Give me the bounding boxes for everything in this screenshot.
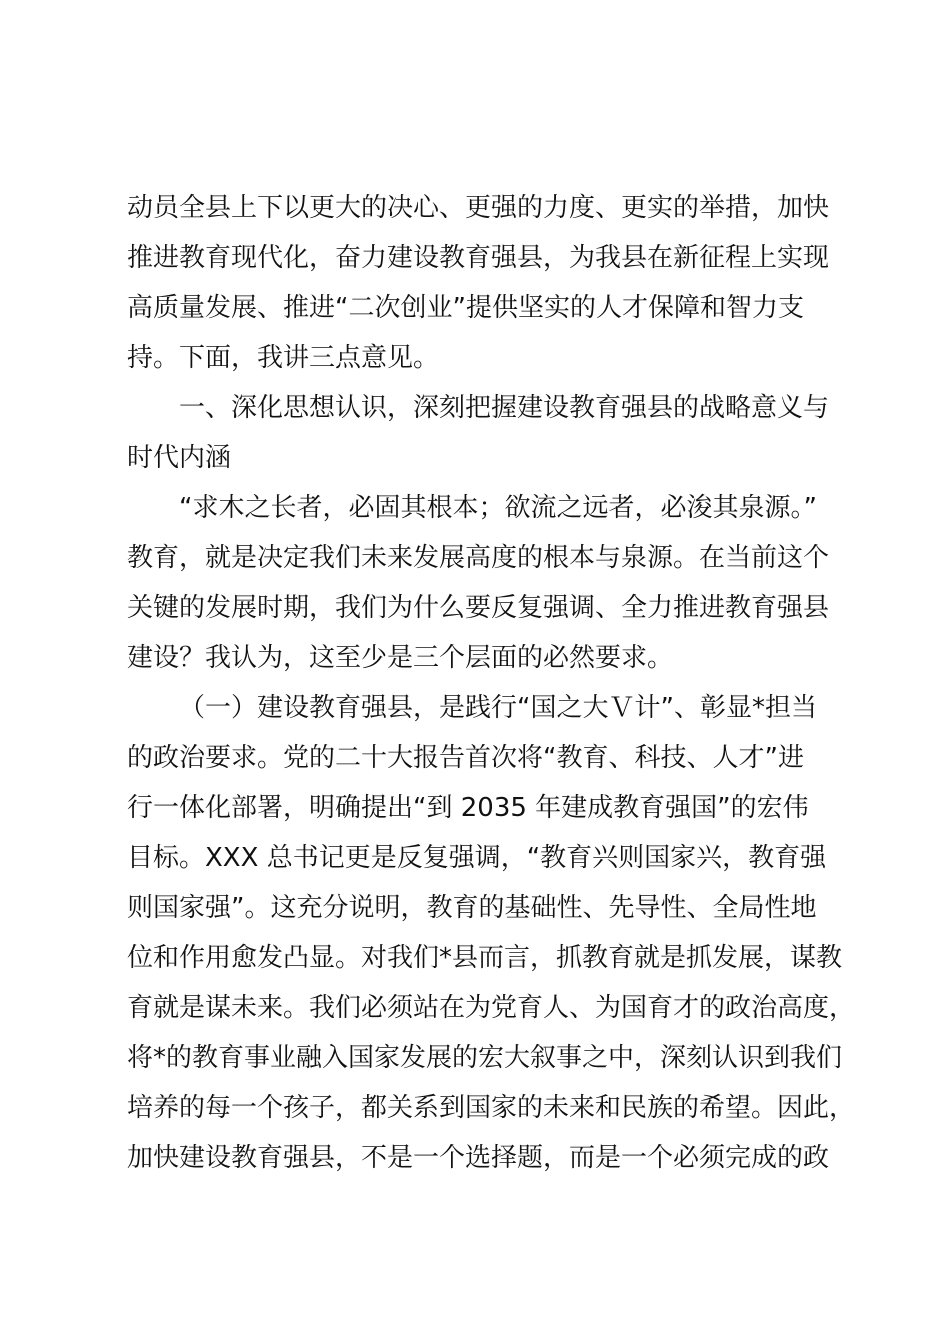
document-body: [127, 183, 856, 1183]
text-line-14: 目标。XXX 总书记更是反复强调，“教育兴则国家兴，教育强: [127, 843, 827, 873]
quote-line: “求木之长者，必固其根本；欲流之远者，必浚其泉源。”: [179, 493, 817, 523]
text-line-2: 推进教育现代化，奋力建设教育强县，为我县在新征程上实现: [127, 243, 830, 273]
text-line-16: 位和作用愈发凸显。对我们*县而言，抓教育就是抓发展，谋教: [127, 943, 843, 973]
text-line-13: 行一体化部署，明确提出“到 2035 年建成教育强国”的宏伟: [127, 793, 809, 823]
text-line-20: 加快建设教育强县，不是一个选择题，而是一个必须完成的政: [127, 1143, 830, 1173]
text-line-1: 动员全县上下以更大的决心、更强的力度、更实的举措，加快: [127, 193, 830, 223]
section-heading-line-2: 时代内涵: [127, 443, 232, 473]
section-heading-line-1: 一、深化思想认识，深刻把握建设教育强县的战略意义与: [179, 393, 830, 423]
text-line-19: 培养的每一个孩子，都关系到国家的未来和民族的希望。因此，: [127, 1093, 856, 1123]
text-line-4: 持。下面，我讲三点意见。: [127, 343, 440, 373]
text-line-8: 教育，就是决定我们未来发展高度的根本与泉源。在当前这个: [127, 543, 830, 573]
text-line-3: 高质量发展、推进“二次创业”提供坚实的人才保障和智力支: [127, 293, 804, 323]
text-line-18: 将*的教育事业融入国家发展的宏大叙事之中，深刻认识到我们: [127, 1043, 843, 1073]
text-line-10: 建设？我认为，这至少是三个层面的必然要求。: [127, 643, 674, 673]
text-line-9: 关键的发展时期，我们为什么要反复强调、全力推进教育强县: [127, 593, 830, 623]
text-line-17: 育就是谋未来。我们必须站在为党育人、为国育才的政治高度，: [127, 993, 856, 1023]
text-line-15: 则国家强”。这充分说明，教育的基础性、先导性、全局性地: [127, 893, 817, 923]
subsection-line-1: （一）建设教育强县，是践行“国之大Ｖ计”、彰显*担当: [179, 693, 817, 723]
text-line-12: 的政治要求。党的二十大报告首次将“教育、科技、人才”进: [127, 743, 804, 773]
